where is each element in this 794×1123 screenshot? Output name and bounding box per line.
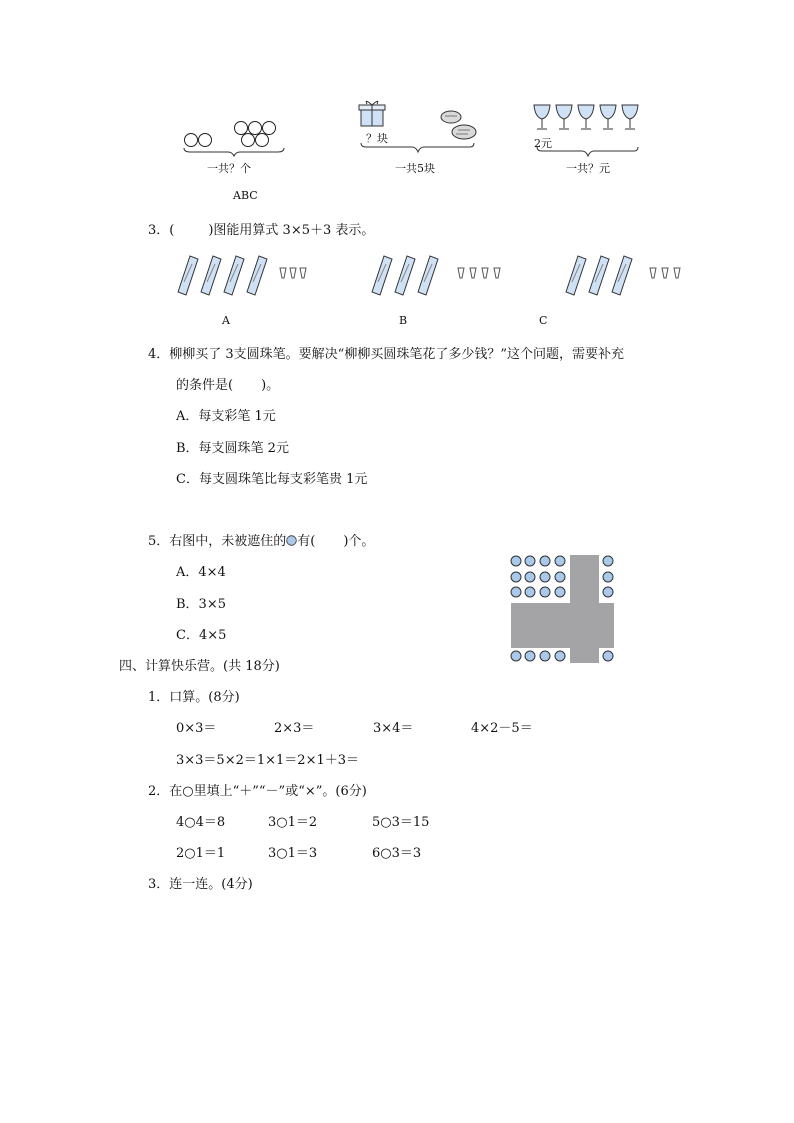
q3-label-b: B xyxy=(399,314,408,327)
oral-item-1: 0×3＝ xyxy=(176,721,217,736)
q3-label-c: C xyxy=(539,314,548,327)
fill-sign-4: 2○1＝1 xyxy=(176,846,226,861)
shuttlecock-group-b xyxy=(370,252,510,298)
q4-question-line2: 的条件是( )。 xyxy=(176,378,280,393)
fill-sign-1: 4○4＝8 xyxy=(176,815,226,830)
brace-b xyxy=(360,142,476,156)
q4-question-line1: 4．柳柳买了 3支圆珠笔。要解决“柳柳买圆珠笔花了多少钱？”这个问题，需要补充 xyxy=(148,347,624,362)
figure-a-caption: 一共？个 xyxy=(207,162,251,175)
gift-box-icon xyxy=(358,98,388,130)
figure-b-caption: 一共5块 xyxy=(395,162,435,175)
part2-title: 2．在○里填上“＋”“－”或“×”。(6分) xyxy=(148,784,367,799)
q5-option-c: C．4×5 xyxy=(176,628,227,643)
circles-figure xyxy=(176,118,286,158)
oral-item-3: 3×4＝ xyxy=(373,721,414,736)
figure-c-price-label: 2元 xyxy=(534,137,552,150)
shuttlecock-group-c xyxy=(564,252,694,298)
fill-sign-2: 3○1＝2 xyxy=(268,815,318,830)
covered-dot-grid-figure xyxy=(508,553,618,665)
q5-question: 5．右图中，未被遮住的 有( )个。 xyxy=(148,534,375,549)
brace-c xyxy=(536,146,640,160)
oral-row-2: 3×3＝5×2＝1×1＝2×1＋3＝ xyxy=(176,753,360,768)
figure-b-unknown-label: ？块 xyxy=(366,132,388,145)
section4-title: 四、计算快乐营。(共 18分) xyxy=(119,659,280,674)
fill-sign-6: 6○3＝3 xyxy=(372,846,422,861)
shuttlecock-group-a xyxy=(176,252,326,298)
part3-title: 3．连一连。(4分) xyxy=(148,877,253,892)
q5-option-a: A．4×4 xyxy=(176,565,226,580)
q3-question: 3．( )图能用算式 3×5＋3 表示。 xyxy=(148,223,375,238)
fill-sign-5: 3○1＝3 xyxy=(268,846,318,861)
oral-item-4: 4×2－5＝ xyxy=(471,721,533,736)
blue-circle-icon xyxy=(286,535,297,546)
wine-glasses-figure xyxy=(532,104,640,136)
q2-options: ABC xyxy=(233,189,258,202)
q4-option-c: C．每支圆珠笔比每支彩笔贵 1元 xyxy=(176,472,368,487)
q3-label-a: A xyxy=(222,314,230,327)
bread-bun-icon xyxy=(438,108,480,142)
oral-item-2: 2×3＝ xyxy=(274,721,315,736)
part1-title: 1．口算。(8分) xyxy=(148,690,240,705)
fill-sign-3: 5○3＝15 xyxy=(372,815,430,830)
q5-option-b: B．3×5 xyxy=(176,597,226,612)
q4-option-b: B．每支圆珠笔 2元 xyxy=(176,441,289,456)
figure-c-caption: 一共？元 xyxy=(566,162,610,175)
q4-option-a: A．每支彩笔 1元 xyxy=(176,409,276,424)
